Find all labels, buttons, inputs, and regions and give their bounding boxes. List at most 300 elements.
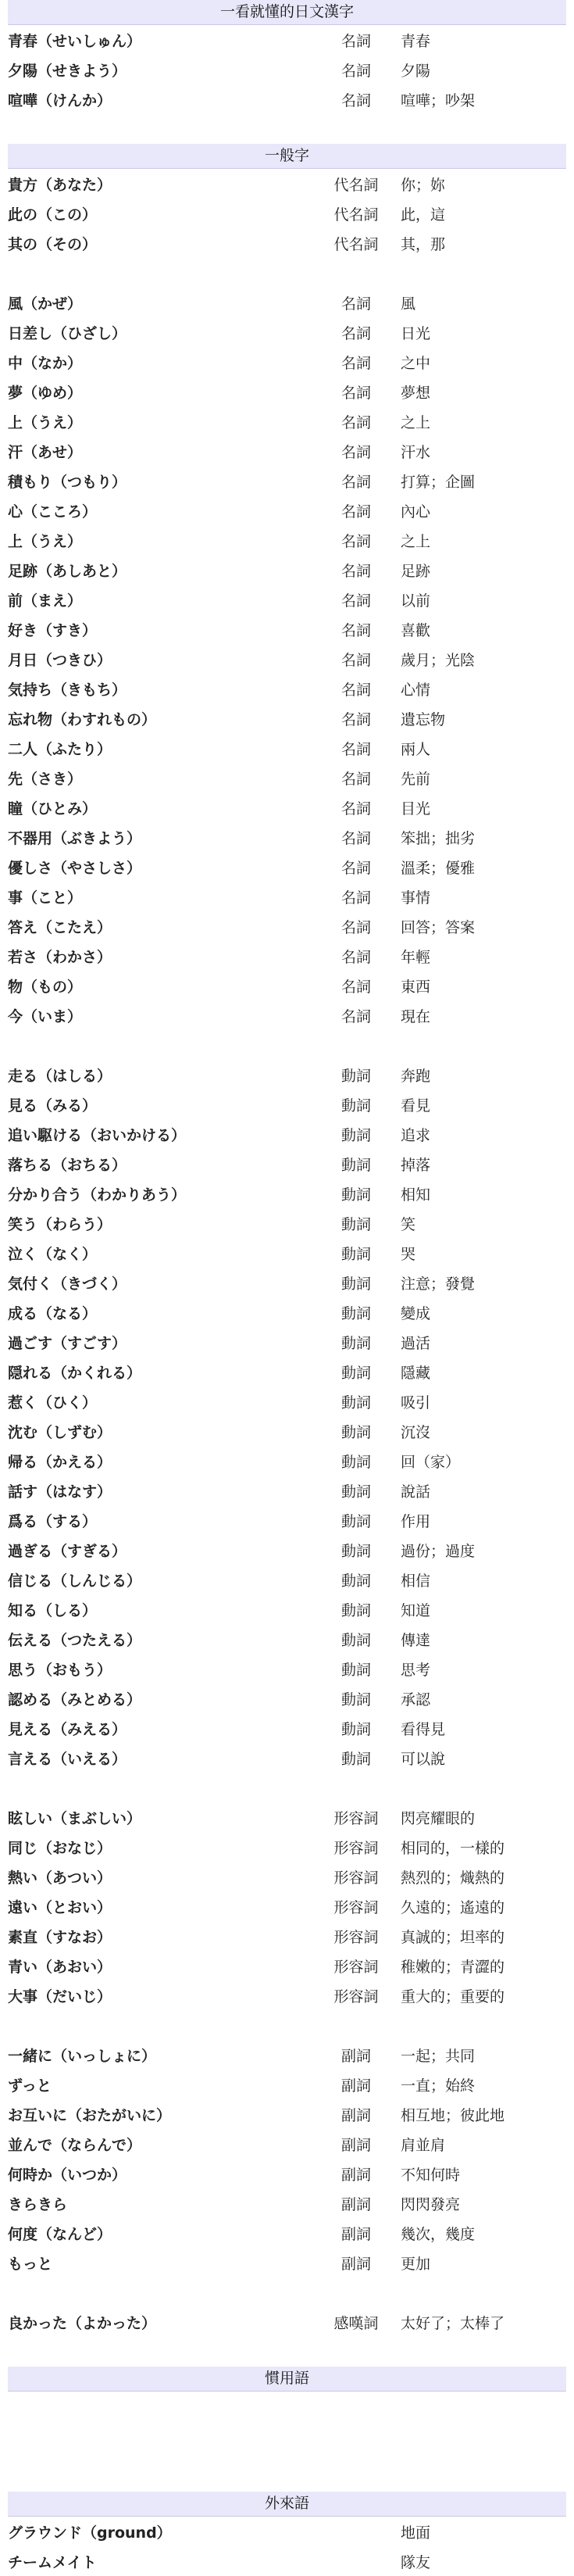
vocab-row	[8, 674, 566, 703]
vocab-word: 爲る（する）	[8, 1512, 98, 1530]
part-of-speech: 動詞	[340, 1750, 371, 1768]
part-of-speech: 感嘆詞	[333, 2314, 379, 2332]
part-of-speech: 形容詞	[333, 1869, 379, 1887]
vocab-row	[8, 1624, 566, 1654]
part-of-speech: 副詞	[340, 2195, 371, 2213]
vocab-row	[8, 2070, 566, 2099]
part-of-speech: 副詞	[340, 2077, 371, 2095]
vocab-row	[8, 2307, 566, 2337]
vocab-meaning: 更加	[401, 2255, 431, 2273]
vocab-meaning: 相信	[401, 1572, 431, 1590]
vocab-word: 物（もの）	[8, 978, 83, 996]
vocab-row	[8, 25, 566, 55]
part-of-speech: 動詞	[340, 1364, 371, 1382]
vocab-word: 二人（ふたり）	[8, 740, 112, 758]
vocab-row	[8, 1980, 566, 2010]
vocab-row	[8, 1683, 566, 1713]
vocab-meaning: 太好了；太棒了	[401, 2314, 505, 2332]
vocab-row	[8, 288, 566, 317]
vocab-row	[8, 1535, 566, 1565]
vocab-table	[8, 169, 566, 2337]
vocab-row	[8, 2517, 566, 2546]
part-of-speech: 副詞	[340, 2106, 371, 2124]
part-of-speech: 動詞	[340, 1720, 371, 1738]
section-header: 慣用語	[8, 2367, 566, 2392]
part-of-speech: 名詞	[340, 889, 371, 907]
vocab-word: 上（うえ）	[8, 413, 83, 431]
vocab-meaning: 變成	[401, 1304, 431, 1322]
vocab-word: 忘れ物（わすれもの）	[8, 710, 157, 728]
vocab-meaning: 注意；發覺	[401, 1275, 476, 1293]
part-of-speech: 名詞	[340, 800, 371, 818]
vocab-word: 優しさ（やさしさ）	[8, 859, 142, 877]
vocab-row	[8, 1089, 566, 1119]
vocab-row	[8, 1208, 566, 1238]
vocab-word: 見る（みる）	[8, 1097, 98, 1114]
vocab-table	[8, 25, 566, 114]
vocab-row	[8, 1149, 566, 1179]
vocab-row	[8, 1386, 566, 1416]
vocab-row	[8, 1000, 566, 1030]
vocab-word: 過ぎる（すぎる）	[8, 1542, 127, 1560]
vocab-meaning: 現在	[401, 1007, 431, 1025]
vocab-meaning: 沉沒	[401, 1423, 431, 1441]
part-of-speech: 動詞	[340, 1483, 371, 1501]
part-of-speech: 動詞	[340, 1156, 371, 1174]
vocab-row	[8, 2188, 566, 2218]
vocab-row	[8, 1357, 566, 1386]
vocab-word: 中（なか）	[8, 354, 83, 372]
part-of-speech: 動詞	[340, 1394, 371, 1411]
vocab-row	[8, 1268, 566, 1297]
vocab-meaning: 歲月；光陰	[401, 651, 476, 669]
part-of-speech: 動詞	[340, 1661, 371, 1679]
vocab-row	[8, 792, 566, 822]
part-of-speech: 動詞	[340, 1601, 371, 1619]
part-of-speech: 動詞	[340, 1542, 371, 1560]
vocab-row	[8, 1327, 566, 1357]
part-of-speech: 名詞	[340, 532, 371, 550]
vocab-word: 泣く（なく）	[8, 1245, 98, 1263]
vocab-row	[8, 169, 566, 199]
vocab-meaning: 追求	[401, 1126, 431, 1144]
vocab-section	[8, 2367, 566, 2438]
vocab-meaning: 閃閃發亮	[401, 2195, 461, 2213]
vocab-meaning: 思考	[401, 1661, 431, 1679]
vocab-meaning: 幾次，幾度	[401, 2225, 476, 2243]
part-of-speech: 形容詞	[333, 1928, 379, 1946]
part-of-speech: 名詞	[340, 62, 371, 80]
vocab-section	[8, 0, 566, 114]
vocab-meaning: 笑	[401, 1215, 416, 1233]
part-of-speech: 動詞	[340, 1067, 371, 1085]
vocab-meaning: 足跡	[401, 562, 431, 580]
vocab-meaning: 之上	[401, 413, 431, 431]
vocab-word: 話す（はなす）	[8, 1483, 112, 1501]
vocab-meaning: 年輕	[401, 948, 431, 966]
section-header: 一般字	[8, 144, 566, 169]
part-of-speech: 名詞	[340, 324, 371, 342]
part-of-speech: 名詞	[340, 592, 371, 610]
vocab-row	[8, 1416, 566, 1446]
vocab-row	[8, 555, 566, 585]
vocab-word: 汗（あせ）	[8, 443, 83, 461]
vocab-word: 認める（みとめる）	[8, 1690, 142, 1708]
part-of-speech: 名詞	[340, 621, 371, 639]
vocab-meaning: 奔跑	[401, 1067, 431, 1085]
part-of-speech: 動詞	[340, 1453, 371, 1471]
vocab-meaning: 稚嫩的；青澀的	[401, 1958, 505, 1976]
vocab-meaning: 青春	[401, 32, 431, 50]
part-of-speech: 形容詞	[333, 1809, 379, 1827]
part-of-speech: 動詞	[340, 1631, 371, 1649]
vocab-row	[8, 466, 566, 496]
vocab-row	[8, 377, 566, 406]
vocab-meaning: 一直；始終	[401, 2077, 476, 2095]
vocab-row	[8, 525, 566, 555]
vocab-meaning: 閃亮耀眼的	[401, 1809, 476, 1827]
part-of-speech: 名詞	[340, 918, 371, 936]
part-of-speech: 形容詞	[333, 1839, 379, 1857]
vocab-meaning: 過份；過度	[401, 1542, 476, 1560]
vocab-meaning: 地面	[401, 2524, 431, 2542]
vocab-meaning: 心情	[401, 681, 431, 699]
part-of-speech: 形容詞	[333, 1958, 379, 1976]
part-of-speech: 動詞	[340, 1334, 371, 1352]
vocab-meaning: 不知何時	[401, 2166, 461, 2184]
part-of-speech: 動詞	[340, 1245, 371, 1263]
vocab-word: 言える（いえる）	[8, 1750, 127, 1768]
vocab-word: 信じる（しんじる）	[8, 1572, 142, 1590]
part-of-speech: 形容詞	[333, 1898, 379, 1916]
vocab-row	[8, 199, 566, 228]
part-of-speech: 動詞	[340, 1512, 371, 1530]
vocab-row	[8, 1060, 566, 1089]
vocab-word: お互いに（おたがいに）	[8, 2106, 172, 2124]
part-of-speech: 名詞	[340, 740, 371, 758]
vocab-row	[8, 585, 566, 614]
vocab-word: 惹く（ひく）	[8, 1394, 98, 1411]
vocab-row	[8, 1832, 566, 1862]
part-of-speech: 代名詞	[333, 235, 379, 253]
vocab-row	[8, 84, 566, 114]
vocab-row	[8, 852, 566, 882]
vocab-word: 熱い（あつい）	[8, 1869, 112, 1887]
vocab-meaning: 相知	[401, 1186, 431, 1204]
part-of-speech: 動詞	[340, 1304, 371, 1322]
vocab-row	[8, 1238, 566, 1268]
vocab-word: 見える（みえる）	[8, 1720, 127, 1738]
vocab-table	[8, 2517, 566, 2576]
vocab-word: 先（さき）	[8, 770, 83, 788]
vocab-row	[8, 971, 566, 1000]
vocab-meaning: 喧嘩；吵架	[401, 91, 476, 109]
group-spacer	[8, 1773, 566, 1802]
vocab-meaning: 東西	[401, 978, 431, 996]
vocab-word: 思う（おもう）	[8, 1661, 112, 1679]
vocab-word: 知る（しる）	[8, 1601, 98, 1619]
vocab-meaning: 夕陽	[401, 62, 431, 80]
vocab-word: 瞳（ひとみ）	[8, 800, 98, 818]
vocab-row	[8, 436, 566, 466]
vocab-word: 帰る（かえる）	[8, 1453, 112, 1471]
vocab-word: 若さ（わかさ）	[8, 948, 112, 966]
vocab-row	[8, 496, 566, 525]
part-of-speech: 動詞	[340, 1423, 371, 1441]
vocab-meaning: 久遠的；遙遠的	[401, 1898, 505, 1916]
vocab-row	[8, 2040, 566, 2070]
vocab-row	[8, 1179, 566, 1208]
vocab-row	[8, 1654, 566, 1683]
part-of-speech: 名詞	[340, 978, 371, 996]
part-of-speech	[319, 2546, 394, 2576]
vocab-word: もっと	[8, 2255, 53, 2273]
part-of-speech: 名詞	[340, 859, 371, 877]
vocab-word: 遠い（とおい）	[8, 1898, 112, 1916]
part-of-speech: 動詞	[340, 1186, 371, 1204]
vocab-meaning: 日光	[401, 324, 431, 342]
part-of-speech: 名詞	[340, 710, 371, 728]
vocab-word: グラウンド（ground）	[8, 2524, 172, 2542]
vocab-meaning: 喜歡	[401, 621, 431, 639]
group-spacer	[8, 1030, 566, 1060]
vocab-meaning: 汗水	[401, 443, 431, 461]
vocab-row	[8, 1862, 566, 1891]
part-of-speech: 名詞	[340, 91, 371, 109]
vocab-meaning: 看見	[401, 1097, 431, 1114]
vocab-row	[8, 1743, 566, 1773]
part-of-speech: 副詞	[340, 2136, 371, 2154]
part-of-speech: 名詞	[340, 295, 371, 313]
vocab-meaning: 之中	[401, 354, 431, 372]
vocab-row	[8, 941, 566, 971]
vocab-meaning: 夢想	[401, 384, 431, 402]
vocab-row	[8, 1802, 566, 1832]
part-of-speech: 動詞	[340, 1275, 371, 1293]
vocab-meaning: 真誠的；坦率的	[401, 1928, 505, 1946]
vocab-word: 積もり（つもり）	[8, 473, 127, 491]
vocab-meaning: 以前	[401, 592, 431, 610]
vocab-word: 風（かぜ）	[8, 295, 83, 313]
part-of-speech: 代名詞	[333, 176, 379, 194]
part-of-speech: 名詞	[340, 32, 371, 50]
vocab-row	[8, 644, 566, 674]
part-of-speech: 副詞	[340, 2255, 371, 2273]
part-of-speech: 名詞	[340, 651, 371, 669]
vocab-meaning: 遺忘物	[401, 710, 446, 728]
part-of-speech: 名詞	[340, 1007, 371, 1025]
vocab-row	[8, 2248, 566, 2277]
vocab-meaning: 事情	[401, 889, 431, 907]
vocab-meaning: 風	[401, 295, 416, 313]
part-of-speech: 代名詞	[333, 206, 379, 224]
vocab-meaning: 兩人	[401, 740, 431, 758]
vocab-word: 何度（なんど）	[8, 2225, 112, 2243]
vocab-meaning: 看得見	[401, 1720, 446, 1738]
vocab-word: ずっと	[8, 2077, 52, 2095]
vocab-meaning: 其，那	[401, 235, 446, 253]
vocab-word: 大事（だいじ）	[8, 1987, 112, 2005]
vocab-word: 素直（すなお）	[8, 1928, 112, 1946]
vocab-row	[8, 1891, 566, 1921]
vocab-row	[8, 1951, 566, 1980]
vocab-row	[8, 1119, 566, 1149]
vocab-meaning: 回答；答案	[401, 918, 476, 936]
empty-section-spacer	[8, 2392, 566, 2438]
vocab-meaning: 過活	[401, 1334, 431, 1352]
vocab-word: 事（こと）	[8, 889, 83, 907]
part-of-speech: 名詞	[340, 354, 371, 372]
vocab-row	[8, 1505, 566, 1535]
vocab-word: 不器用（ぶきよう）	[8, 829, 142, 847]
part-of-speech: 副詞	[340, 2166, 371, 2184]
vocab-meaning: 傳達	[401, 1631, 431, 1649]
vocab-word: 夕陽（せきよう）	[8, 62, 127, 80]
vocab-word: 追い駆ける（おいかける）	[8, 1126, 187, 1144]
vocab-word: チームメイト	[8, 2553, 97, 2571]
vocab-row	[8, 822, 566, 852]
vocab-meaning: 吸引	[401, 1394, 431, 1411]
vocab-word: 今（いま）	[8, 1007, 83, 1025]
group-spacer	[8, 258, 566, 288]
vocab-word: 青春（せいしゅん）	[8, 32, 142, 50]
vocab-meaning: 肩並肩	[401, 2136, 446, 2154]
vocab-row	[8, 1297, 566, 1327]
vocab-word: 好き（すき）	[8, 621, 98, 639]
vocab-word: 喧嘩（けんか）	[8, 91, 112, 109]
vocab-word: 答え（こたえ）	[8, 918, 112, 936]
vocab-row	[8, 2099, 566, 2129]
vocab-row	[8, 317, 566, 347]
part-of-speech: 副詞	[340, 2225, 371, 2243]
part-of-speech: 名詞	[340, 473, 371, 491]
vocab-meaning: 掉落	[401, 1156, 431, 1174]
vocab-table	[8, 2392, 566, 2438]
part-of-speech: 名詞	[340, 562, 371, 580]
vocab-meaning: 之上	[401, 532, 431, 550]
vocab-meaning: 相同的，一樣的	[401, 1839, 505, 1857]
section-header: 一看就懂的日文漢字	[8, 0, 566, 25]
vocab-word: 笑う（わらう）	[8, 1215, 112, 1233]
part-of-speech: 形容詞	[333, 1987, 379, 2005]
part-of-speech: 名詞	[340, 948, 371, 966]
vocab-word: 日差し（ひざし）	[8, 324, 127, 342]
vocab-row	[8, 406, 566, 436]
vocab-meaning: 哭	[401, 1245, 416, 1263]
vocab-row	[8, 228, 566, 258]
vocab-meaning: 重大的；重要的	[401, 1987, 505, 2005]
section-header: 外來語	[8, 2492, 566, 2517]
vocab-word: 夢（ゆめ）	[8, 384, 83, 402]
part-of-speech: 名詞	[340, 829, 371, 847]
vocab-word: 並んで（ならんで）	[8, 2136, 142, 2154]
part-of-speech: 名詞	[340, 384, 371, 402]
vocab-word: 気付く（きづく）	[8, 1275, 127, 1293]
vocab-row	[8, 347, 566, 377]
group-spacer	[8, 2277, 566, 2307]
vocab-meaning: 內心	[401, 503, 431, 521]
vocab-meaning: 目光	[401, 800, 431, 818]
vocab-row	[8, 763, 566, 792]
vocab-row	[8, 614, 566, 644]
vocab-row	[8, 2159, 566, 2188]
vocab-word: 気持ち（きもち）	[8, 681, 127, 699]
vocab-row	[8, 1446, 566, 1476]
part-of-speech: 副詞	[340, 2047, 371, 2065]
vocab-word: 其の（その）	[8, 235, 98, 253]
vocab-meaning: 溫柔；優雅	[401, 859, 476, 877]
vocab-word: 成る（なる）	[8, 1304, 98, 1322]
vocab-row	[8, 55, 566, 84]
vocab-row	[8, 911, 566, 941]
vocab-word: 落ちる（おちる）	[8, 1156, 127, 1174]
vocab-meaning: 熱烈的；熾熱的	[401, 1869, 505, 1887]
vocab-row	[8, 1476, 566, 1505]
part-of-speech: 名詞	[340, 413, 371, 431]
vocab-word: 上（うえ）	[8, 532, 83, 550]
vocab-meaning: 說話	[401, 1483, 431, 1501]
vocab-word: 眩しい（まぶしい）	[8, 1809, 142, 1827]
vocab-word: 良かった（よかった）	[8, 2314, 157, 2332]
vocab-word: 沈む（しずむ）	[8, 1423, 112, 1441]
vocab-meaning: 此，這	[401, 206, 446, 224]
vocab-row	[8, 2218, 566, 2248]
vocab-word: 青い（あおい）	[8, 1958, 112, 1976]
vocab-section	[8, 144, 566, 2337]
vocab-word: 隠れる（かくれる）	[8, 1364, 142, 1382]
part-of-speech: 動詞	[340, 1690, 371, 1708]
vocab-word: 何時か（いつか）	[8, 2166, 127, 2184]
vocab-word: きらきら	[8, 2195, 68, 2213]
vocab-word: 伝える（つたえる）	[8, 1631, 142, 1649]
vocab-meaning: 一起；共同	[401, 2047, 476, 2065]
vocab-meaning: 你；妳	[401, 176, 446, 194]
vocab-row	[8, 882, 566, 911]
vocab-meaning: 可以說	[401, 1750, 446, 1768]
part-of-speech: 動詞	[340, 1126, 371, 1144]
vocab-word: 前（まえ）	[8, 592, 83, 610]
part-of-speech: 名詞	[340, 503, 371, 521]
vocab-word: 足跡（あしあと）	[8, 562, 127, 580]
vocab-section	[8, 2492, 566, 2576]
vocab-word: 心（こころ）	[8, 503, 98, 521]
vocab-row	[8, 1594, 566, 1624]
part-of-speech: 名詞	[340, 443, 371, 461]
vocab-meaning: 相互地；彼此地	[401, 2106, 505, 2124]
vocab-meaning: 先前	[401, 770, 431, 788]
vocab-row	[8, 2546, 566, 2576]
vocab-row	[8, 1921, 566, 1951]
part-of-speech: 名詞	[340, 681, 371, 699]
vocab-word: 貴方（あなた）	[8, 176, 112, 194]
vocab-meaning: 笨拙；拙劣	[401, 829, 476, 847]
group-spacer	[8, 2010, 566, 2040]
vocab-row	[8, 1565, 566, 1594]
vocab-word: 走る（はしる）	[8, 1067, 112, 1085]
vocab-meaning: 承認	[401, 1690, 431, 1708]
vocab-word: 一緒に（いっしょに）	[8, 2047, 157, 2065]
part-of-speech	[319, 2517, 394, 2546]
vocab-meaning: 打算；企圖	[401, 473, 476, 491]
vocab-word: 同じ（おなじ）	[8, 1839, 112, 1857]
vocab-meaning: 作用	[401, 1512, 431, 1530]
vocab-word: 過ごす（すごす）	[8, 1334, 127, 1352]
vocab-word: 此の（この）	[8, 206, 98, 224]
part-of-speech: 動詞	[340, 1215, 371, 1233]
vocab-row	[8, 1713, 566, 1743]
part-of-speech: 名詞	[340, 770, 371, 788]
vocab-row	[8, 2129, 566, 2159]
